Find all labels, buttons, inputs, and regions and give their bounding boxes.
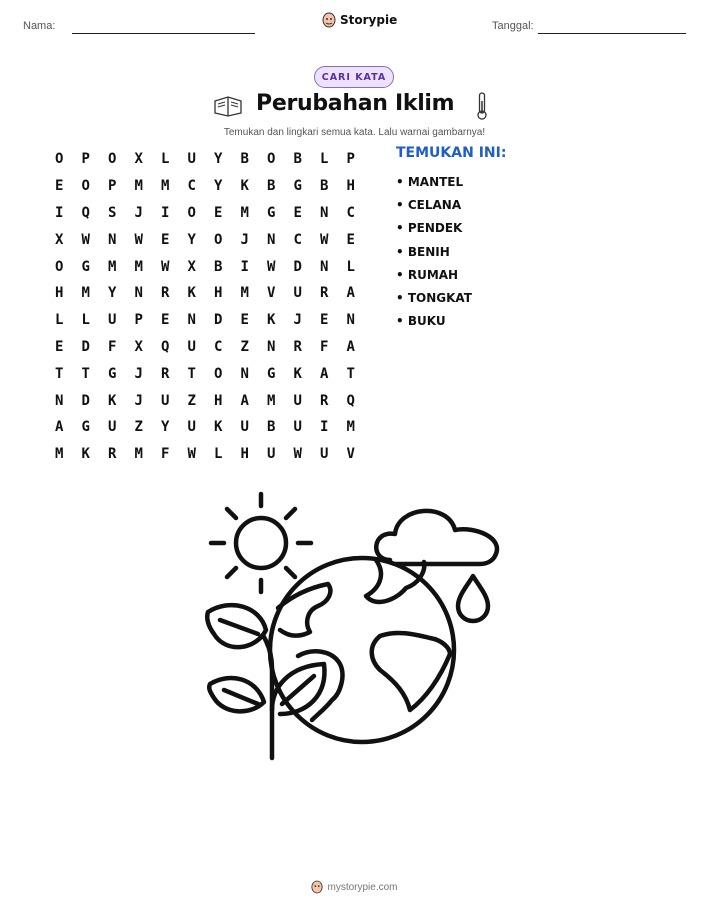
grid-letter[interactable]: T — [81, 365, 90, 382]
word-list — [396, 170, 472, 333]
grid-letter[interactable]: W — [293, 446, 302, 463]
grid-letter[interactable]: K — [293, 365, 302, 382]
grid-letter[interactable]: Y — [108, 285, 117, 302]
grid-letter[interactable]: Q — [161, 338, 170, 355]
grid-letter[interactable]: O — [55, 151, 64, 168]
grid-letter[interactable]: O — [187, 204, 196, 221]
footer — [0, 880, 709, 894]
word-item: • TONGKAT — [396, 291, 472, 306]
grid-letter[interactable]: Z — [240, 338, 249, 355]
grid-letter[interactable]: B — [267, 419, 276, 436]
grid-letter[interactable]: E — [240, 312, 249, 329]
instructions: Temukan dan lingkari semua kata. Lalu warnai gambarnya! — [223, 127, 486, 138]
grid-letter[interactable]: B — [240, 151, 249, 168]
grid-letter[interactable]: X — [187, 258, 196, 275]
grid-row — [46, 387, 364, 414]
grid-letter[interactable]: J — [134, 392, 143, 409]
grid-letter[interactable]: I — [240, 258, 249, 275]
grid-letter[interactable]: S — [108, 204, 117, 221]
grid-letter[interactable]: O — [214, 231, 223, 248]
grid-row — [46, 307, 364, 334]
grid-letter[interactable]: K — [108, 392, 117, 409]
grid-letter[interactable]: T — [187, 365, 196, 382]
grid-letter[interactable]: G — [81, 419, 90, 436]
grid-letter[interactable]: K — [187, 285, 196, 302]
name-line[interactable] — [72, 33, 255, 34]
grid-letter[interactable]: W — [134, 231, 143, 248]
grid-letter[interactable]: N — [320, 204, 329, 221]
storypie-logo-icon — [322, 12, 336, 28]
grid-letter[interactable]: R — [320, 285, 329, 302]
grid-letter[interactable]: N — [55, 392, 64, 409]
grid-letter[interactable]: L — [161, 151, 170, 168]
grid-row — [46, 226, 364, 253]
grid-letter[interactable]: M — [161, 178, 170, 195]
grid-letter[interactable]: B — [293, 151, 302, 168]
grid-letter[interactable]: P — [346, 151, 355, 168]
grid-letter[interactable]: M — [108, 258, 117, 275]
grid-letter[interactable]: K — [81, 446, 90, 463]
grid-letter[interactable]: X — [134, 338, 143, 355]
page-title: Perubahan Iklim — [256, 91, 455, 116]
brand-logo — [322, 12, 397, 28]
grid-letter[interactable]: L — [55, 312, 64, 329]
grid-letter[interactable]: J — [240, 231, 249, 248]
grid-letter[interactable]: M — [346, 419, 355, 436]
grid-letter[interactable]: Q — [346, 392, 355, 409]
grid-letter[interactable]: H — [55, 285, 64, 302]
grid-letter[interactable]: B — [267, 178, 276, 195]
grid-letter[interactable]: O — [214, 365, 223, 382]
grid-letter[interactable]: Z — [187, 392, 196, 409]
grid-row — [46, 441, 364, 468]
grid-letter[interactable]: L — [346, 258, 355, 275]
cloud-icon — [376, 511, 497, 564]
storypie-logo-icon — [311, 880, 323, 894]
date-line[interactable] — [538, 33, 686, 34]
grid-letter[interactable]: N — [240, 365, 249, 382]
grid-letter[interactable]: D — [81, 392, 90, 409]
grid-letter[interactable]: M — [240, 285, 249, 302]
word-item: • RUMAH — [396, 267, 459, 282]
grid-letter[interactable]: R — [108, 446, 117, 463]
grid-letter[interactable]: A — [240, 392, 249, 409]
word-item: • BENIH — [396, 244, 450, 259]
grid-letter[interactable]: V — [267, 285, 276, 302]
grid-letter[interactable]: F — [320, 338, 329, 355]
grid-letter[interactable]: M — [55, 446, 64, 463]
book-icon — [212, 95, 244, 117]
grid-letter[interactable]: D — [293, 258, 302, 275]
grid-letter[interactable]: Z — [134, 419, 143, 436]
grid-letter[interactable]: O — [267, 151, 276, 168]
grid-letter[interactable]: R — [161, 285, 170, 302]
grid-row — [46, 360, 364, 387]
grid-letter[interactable]: Q — [81, 204, 90, 221]
grid-letter[interactable]: U — [320, 446, 329, 463]
brand-name: Storypie — [340, 13, 398, 27]
grid-letter[interactable]: I — [161, 204, 170, 221]
grid-letter[interactable]: G — [108, 365, 117, 382]
grid-letter[interactable]: A — [346, 285, 355, 302]
grid-letter[interactable]: U — [293, 285, 302, 302]
grid-letter[interactable]: E — [55, 178, 64, 195]
grid-letter[interactable]: M — [134, 178, 143, 195]
grid-letter[interactable]: U — [161, 392, 170, 409]
grid-letter[interactable]: E — [346, 231, 355, 248]
word-search-grid — [46, 146, 364, 468]
grid-letter[interactable]: F — [161, 446, 170, 463]
grid-letter[interactable]: L — [81, 312, 90, 329]
grid-letter[interactable]: H — [240, 446, 249, 463]
word-item: • BUKU — [396, 314, 446, 329]
grid-letter[interactable]: K — [214, 419, 223, 436]
activity-badge: CARI KATA — [314, 66, 394, 88]
grid-letter[interactable]: N — [187, 312, 196, 329]
grid-letter[interactable]: U — [267, 446, 276, 463]
grid-letter[interactable]: E — [161, 312, 170, 329]
grid-letter[interactable]: R — [161, 365, 170, 382]
grid-letter[interactable]: E — [293, 204, 302, 221]
grid-letter[interactable]: A — [55, 419, 64, 436]
grid-letter[interactable]: P — [81, 151, 90, 168]
grid-letter[interactable]: T — [346, 365, 355, 382]
grid-letter[interactable]: G — [81, 258, 90, 275]
sun-icon — [211, 494, 311, 592]
grid-letter[interactable]: K — [267, 312, 276, 329]
grid-letter[interactable]: J — [134, 365, 143, 382]
grid-letter[interactable]: A — [320, 365, 329, 382]
grid-letter[interactable]: R — [293, 338, 302, 355]
grid-letter[interactable]: G — [267, 204, 276, 221]
grid-row — [46, 414, 364, 441]
grid-row — [46, 334, 364, 361]
footer-url[interactable]: mystorypie.com — [327, 881, 398, 893]
grid-letter[interactable]: K — [240, 178, 249, 195]
grid-letter[interactable]: M — [267, 392, 276, 409]
climate-earth-illustration — [200, 488, 510, 763]
grid-letter[interactable]: L — [320, 151, 329, 168]
grid-letter[interactable]: N — [320, 258, 329, 275]
word-item: • MANTEL — [396, 174, 464, 189]
grid-letter[interactable]: E — [214, 204, 223, 221]
grid-letter[interactable]: Y — [187, 231, 196, 248]
grid-letter[interactable]: I — [55, 204, 64, 221]
earth-icon — [270, 558, 454, 742]
grid-letter[interactable]: F — [108, 338, 117, 355]
grid-letter[interactable]: M — [134, 446, 143, 463]
grid-letter[interactable]: H — [214, 285, 223, 302]
grid-letter[interactable]: D — [81, 338, 90, 355]
grid-letter[interactable]: Y — [214, 178, 223, 195]
grid-row — [46, 146, 364, 173]
grid-letter[interactable]: U — [187, 151, 196, 168]
grid-letter[interactable]: J — [293, 312, 302, 329]
grid-letter[interactable]: R — [320, 392, 329, 409]
grid-letter[interactable]: H — [346, 178, 355, 195]
grid-row — [46, 173, 364, 200]
raindrop-icon — [458, 576, 488, 621]
grid-letter[interactable]: E — [161, 231, 170, 248]
grid-letter[interactable]: Y — [214, 151, 223, 168]
grid-letter[interactable]: M — [81, 285, 90, 302]
grid-letter[interactable]: G — [267, 365, 276, 382]
thermometer-icon — [475, 91, 489, 121]
date-label: Tanggal: — [492, 20, 534, 32]
grid-letter[interactable]: B — [214, 258, 223, 275]
grid-letter[interactable]: P — [134, 312, 143, 329]
grid-letter[interactable]: U — [187, 338, 196, 355]
grid-letter[interactable]: M — [134, 258, 143, 275]
grid-letter[interactable]: U — [293, 419, 302, 436]
grid-letter[interactable]: W — [161, 258, 170, 275]
grid-letter[interactable]: L — [214, 446, 223, 463]
grid-letter[interactable]: O — [55, 258, 64, 275]
grid-letter[interactable]: U — [240, 419, 249, 436]
grid-letter[interactable]: U — [187, 419, 196, 436]
word-list-title: TEMUKAN INI: — [396, 145, 507, 161]
grid-letter[interactable]: G — [293, 178, 302, 195]
grid-row — [46, 200, 364, 227]
grid-letter[interactable]: W — [81, 231, 90, 248]
grid-letter[interactable]: Y — [161, 419, 170, 436]
grid-letter[interactable]: P — [108, 178, 117, 195]
grid-letter[interactable]: J — [134, 204, 143, 221]
grid-letter[interactable]: A — [346, 338, 355, 355]
grid-letter[interactable]: I — [320, 419, 329, 436]
grid-letter[interactable]: V — [346, 446, 355, 463]
grid-letter[interactable]: N — [267, 338, 276, 355]
grid-letter[interactable]: B — [320, 178, 329, 195]
grid-letter[interactable]: W — [267, 258, 276, 275]
word-item: • PENDEK — [396, 221, 463, 236]
grid-row — [46, 280, 364, 307]
grid-letter[interactable]: N — [134, 285, 143, 302]
grid-letter[interactable]: W — [187, 446, 196, 463]
grid-letter[interactable]: X — [55, 231, 64, 248]
word-item: • CELANA — [396, 197, 462, 212]
grid-letter[interactable]: C — [293, 231, 302, 248]
grid-letter[interactable]: X — [134, 151, 143, 168]
grid-letter[interactable]: O — [81, 178, 90, 195]
grid-letter[interactable]: H — [214, 392, 223, 409]
grid-letter[interactable]: C — [346, 204, 355, 221]
grid-row — [46, 253, 364, 280]
grid-letter[interactable]: N — [267, 231, 276, 248]
grid-letter[interactable]: E — [55, 338, 64, 355]
grid-letter[interactable]: U — [108, 312, 117, 329]
grid-letter[interactable]: N — [108, 231, 117, 248]
name-label: Nama: — [23, 20, 56, 32]
grid-letter[interactable]: C — [187, 178, 196, 195]
grid-letter[interactable]: T — [55, 365, 64, 382]
grid-letter[interactable]: O — [108, 151, 117, 168]
grid-letter[interactable]: N — [346, 312, 355, 329]
grid-letter[interactable]: U — [293, 392, 302, 409]
grid-letter[interactable]: M — [240, 204, 249, 221]
grid-letter[interactable]: C — [214, 338, 223, 355]
grid-letter[interactable]: W — [320, 231, 329, 248]
grid-letter[interactable]: E — [320, 312, 329, 329]
grid-letter[interactable]: U — [108, 419, 117, 436]
grid-letter[interactable]: D — [214, 312, 223, 329]
